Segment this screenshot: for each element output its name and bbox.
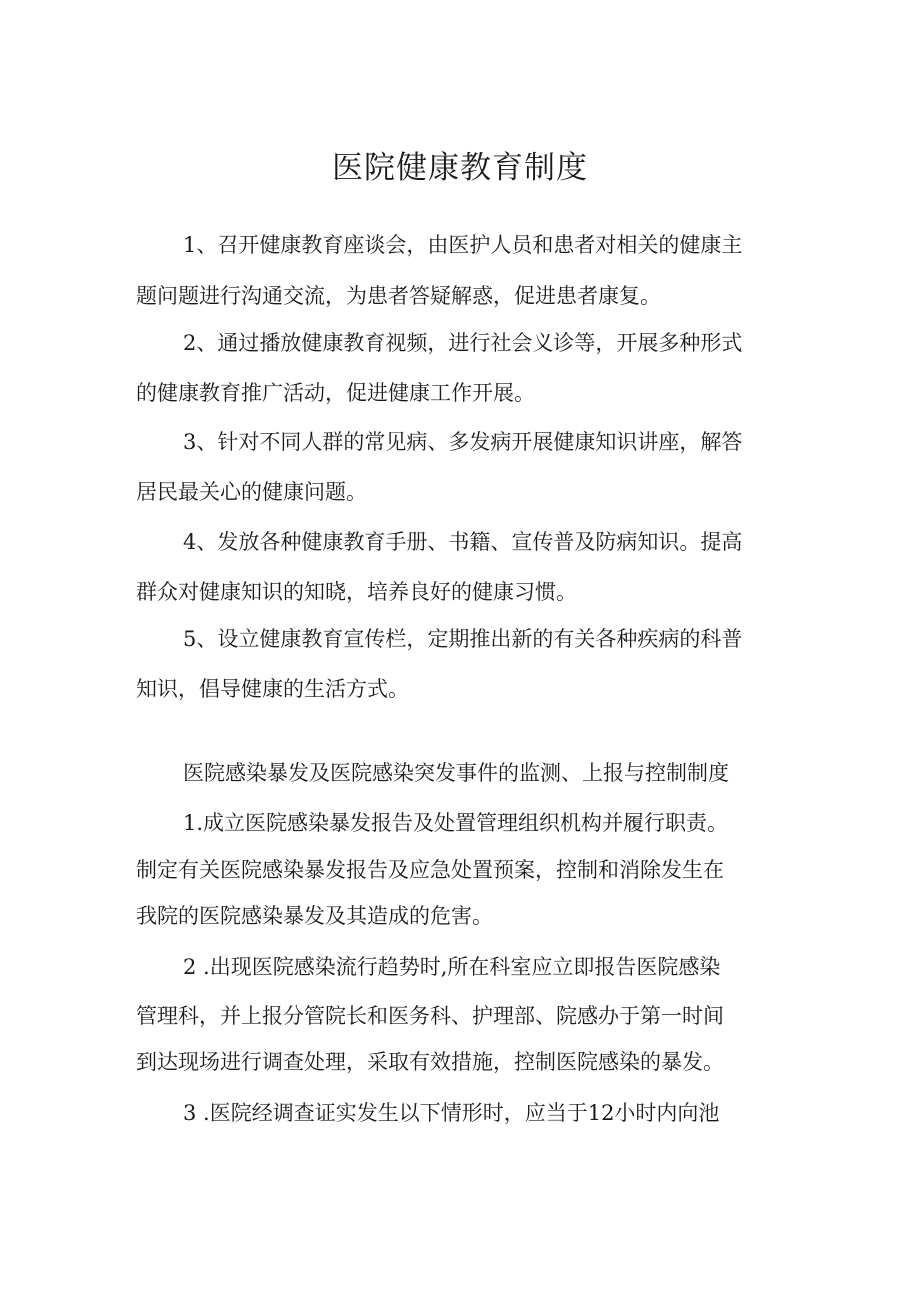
- paragraph-line: 题问题进行沟通交流，为患者答疑解惑，促进患者康复。: [136, 284, 661, 308]
- paragraph-line: 我院的医院感染暴发及其造成的危害。: [136, 904, 493, 928]
- paragraph-line: 2 .出现医院感染流行趋势时,所在科室应立即报告医院感染: [183, 955, 721, 979]
- paragraph-line: 知识，倡导健康的生活方式。: [136, 677, 409, 701]
- section-title: 医院感染暴发及医院感染突发事件的监测、上报与控制制度: [183, 761, 729, 785]
- paragraph-line: 管理科，并上报分管院长和医务科、护理部、院感办于第一时间: [136, 1004, 724, 1028]
- paragraph-line: 3、针对不同人群的常见病、多发病开展健康知识讲座，解答: [183, 430, 743, 454]
- paragraph-line: 5、设立健康教育宣传栏，定期推出新的有关各种疾病的科普: [183, 627, 743, 651]
- paragraph-line: 到达现场进行调查处理，采取有效措施，控制医院感染的暴发。: [136, 1050, 724, 1074]
- paragraph-line: 4、发放各种健康教育手册、书籍、宣传普及防病知识。提高: [183, 530, 743, 554]
- paragraph-line: 的健康教育推广活动，促进健康工作开展。: [136, 381, 535, 405]
- paragraph-line: 3 .医院经调查证实发生以下情形时，应当于12小时内向池: [183, 1101, 720, 1125]
- paragraph-line: 群众对健康知识的知晓，培养良好的健康习惯。: [136, 580, 577, 604]
- paragraph-line: 1.成立医院感染暴发报告及处置管理组织机构并履行职责。: [183, 811, 729, 835]
- paragraph-line: 1、召开健康教育座谈会，由医护人员和患者对相关的健康主: [183, 233, 743, 257]
- document-title: 医院健康教育制度: [332, 150, 588, 186]
- paragraph-line: 2、通过播放健康教育视频，进行社会义诊等，开展多种形式: [183, 331, 743, 355]
- paragraph-line: 居民最关心的健康问题。: [136, 480, 367, 504]
- paragraph-line: 制定有关医院感染暴发报告及应急处置预案，控制和消除发生在: [136, 858, 724, 882]
